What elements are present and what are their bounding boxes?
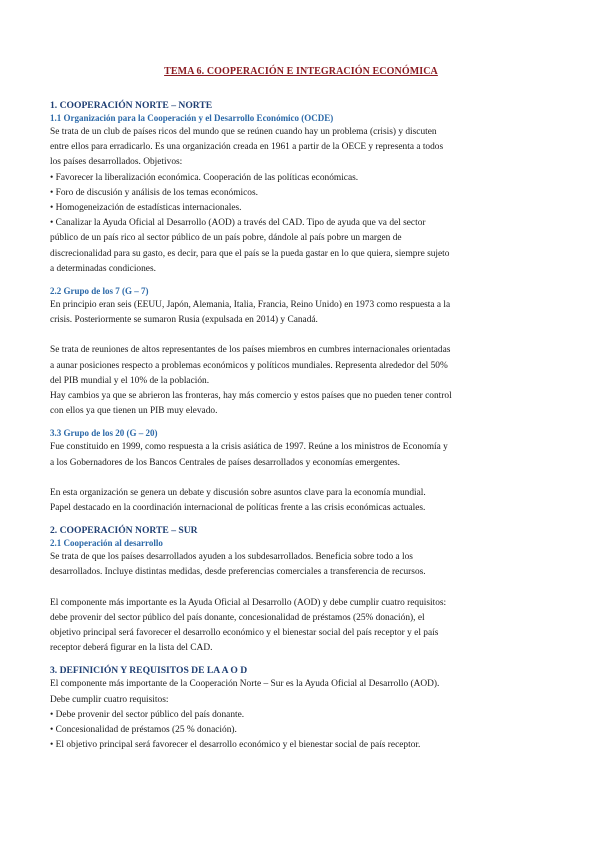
paragraph-line: del PIB mundial y el 10% de la población. xyxy=(50,375,210,386)
subsection-1-1-heading: 1.1 Organización para la Cooperación y el Desarrollo Económico (OCDE) xyxy=(50,113,334,123)
subsection-2-1-heading: 2.1 Cooperación al desarrollo xyxy=(50,538,163,549)
section-2-heading: 2. COOPERACIÓN NORTE – SUR xyxy=(50,525,198,537)
paragraph-line: El componente más importante de la Cooperación Norte – Sur es la Ayuda Oficial al Desarrollo (AOD). xyxy=(50,679,440,690)
bullet-item: • Foro de discusión y análisis de los temas económicos. xyxy=(50,186,552,201)
section-3-heading: 3. DEFINICIÓN Y REQUISITOS DE LA A O D xyxy=(50,665,248,677)
paragraph-line: Se trata de un club de países ricos del mundo que se reúnen cuando hay un problema (crisis) y discuten xyxy=(50,127,437,137)
paragraph-line: En principio eran seis (EEUU, Japón, Alemania, Italia, Francia, Reino Unido) en 1973 como respuesta a la xyxy=(50,300,451,311)
paragraph-line: crisis. Posteriormente se sumaron Rusia (expulsada en 2014) y Canadá. xyxy=(50,315,318,326)
paragraph-line: los países desarrollados. Objetivos: xyxy=(50,157,183,168)
bullet-item: • Debe provenir del sector público del país donante. xyxy=(50,708,552,723)
paragraph-line: objetivo principal será favorecer el desarrollo económico y el bienestar social del país receptor y el país xyxy=(50,628,439,639)
paragraph-line: Papel destacado en la coordinación internacional de políticas frente a las crisis económicas actuales. xyxy=(50,503,426,514)
paragraph-line: a los Gobernadores de los Bancos Centrales de países desarrollados y economías emergentes. xyxy=(50,457,400,468)
paragraph-line: El componente más importante es la Ayuda Oficial al Desarrollo (AOD) y debe cumplir cuatro requisitos: xyxy=(50,597,447,608)
paragraph-line: Hay cambios ya que se abrieron las fronteras, hay más comercio y estos países que no pueden tener control xyxy=(50,391,452,402)
paragraph-line: entre ellos para erradicarlo. Es una organización creada en 1961 a partir de la OECE y representa a todos xyxy=(50,142,444,153)
paragraph-line: Se trata de reuniones de altos representantes de los países miembros en cumbres internacionales orientadas xyxy=(50,345,451,356)
paragraph-line: Se trata de que los países desarrollados ayuden a los subdesarrollados. Beneficia sobre todo a los xyxy=(50,552,413,563)
bullet-item: • Favorecer la liberalización económica. Cooperación de las políticas económicas. xyxy=(50,171,552,186)
paragraph-line: a aunar posiciones respecto a problemas económicos y políticos mundiales. Representa alrededor del 50% xyxy=(50,360,448,371)
document-page xyxy=(50,66,552,754)
section-1-heading: 1. COOPERACIÓN NORTE – NORTE xyxy=(50,100,213,111)
paragraph-line: con ellos ya que tienen un PIB muy elevado. xyxy=(50,406,218,417)
paragraph-line: discrecionalidad para su gasto, es decir, para que el país se la pueda gastar en lo que quiera, siempre sujeto xyxy=(50,248,450,259)
subsection-2-2-heading: 2.2 Grupo de los 7 (G – 7) xyxy=(50,286,149,297)
paragraph-line: a determinadas condiciones. xyxy=(50,263,156,274)
bullet-item: • Concesionalidad de préstamos (25 % donación). xyxy=(50,723,552,738)
bullet-item: • El objetivo principal será favorecer el desarrollo económico y el bienestar social de país receptor. xyxy=(50,738,552,753)
paragraph-line: receptor deberá figurar en la lista del CAD. xyxy=(50,643,213,654)
paragraph-line: Debe cumplir cuatro requisitos: xyxy=(50,694,169,705)
bullet-item: • Homogeneización de estadísticas internacionales. xyxy=(50,201,552,216)
paragraph-line: desarrollados. Incluye distintas medidas, desde preferencias comerciales a transferencia de recursos. xyxy=(50,567,426,578)
paragraph-line: Fue constituido en 1999, como respuesta a la crisis asiática de 1997. Reúne a los ministros de Economía y xyxy=(50,442,448,453)
subsection-3-3-heading: 3.3 Grupo de los 20 (G – 20) xyxy=(50,428,158,439)
document-title: TEMA 6. COOPERACIÓN E INTEGRACIÓN ECONÓMICA xyxy=(164,66,438,77)
paragraph-line: En esta organización se genera un debate y discusión sobre asuntos clave para la economía mundial. xyxy=(50,487,426,498)
paragraph-line: debe provenir del sector público del país donante, concesionalidad de préstamos (25% donación), el xyxy=(50,612,425,623)
bullet-item: • Canalizar la Ayuda Oficial al Desarrollo (AOD) a través del CAD. Tipo de ayuda que va del sector xyxy=(50,216,552,231)
paragraph-line: público de un país rico al sector público de un país pobre, dándole al país pobre un margen de xyxy=(50,233,402,244)
